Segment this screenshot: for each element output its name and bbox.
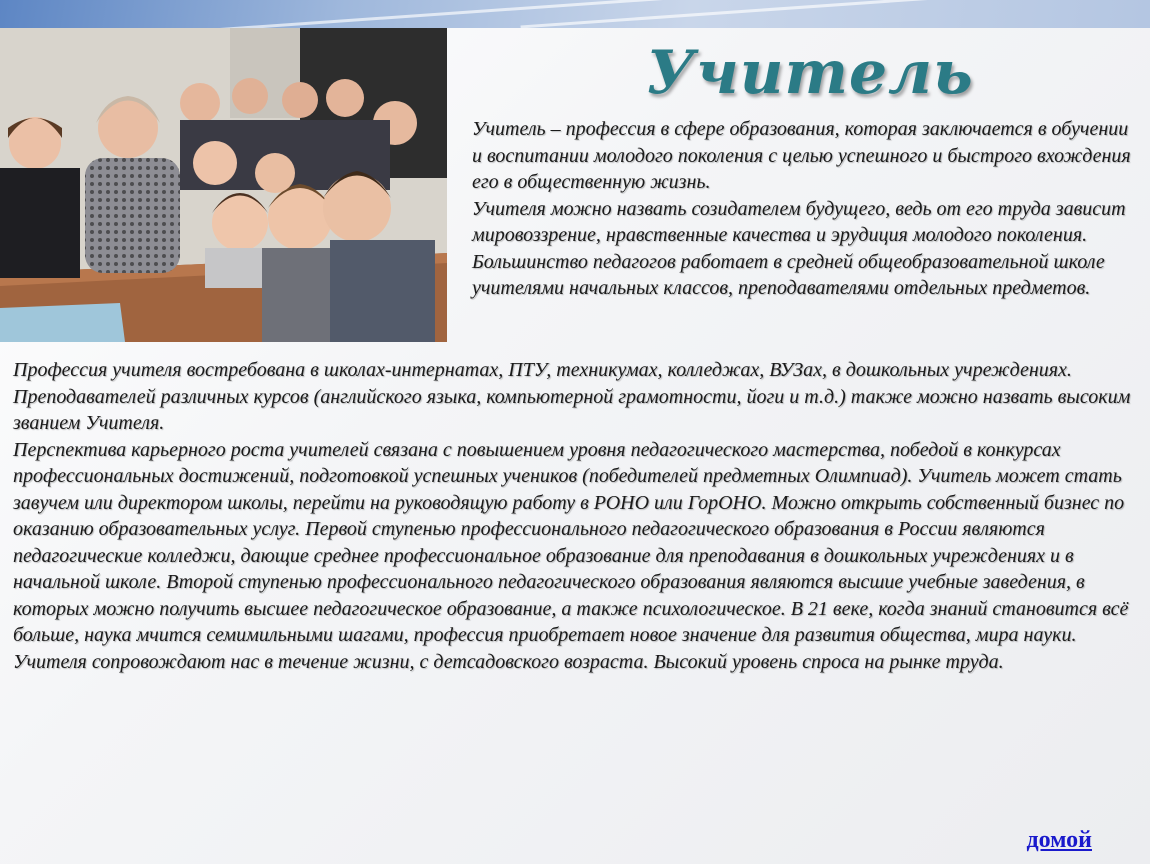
main-paragraph-career: Перспектива карьерного роста учителей связана с повышением уровня педагогического мастерства, победой в конкурсах профессиональных достижений, подготовкой успешных учеников (победителей предметных Олимпиад). Учитель может стать завучем или директором школы, перейти на руководящую работу в РОНО или ГорОНО. Можно открыть собственный бизнес по оказанию образовательных услуг. Первой ступенью профессионального педагогического образования в России являются педагогические колледжи, дающие среднее профессиональное образование для преподавания в дошкольных учреждениях и в начальной школе. Второй ступенью профессионального педагогического образования являются высшие учебные заведения, в которых можно получить высшее педагогическое образование, а также психологическое. В 21 веке, когда знаний становится всё больше, наука мчится семимильными шагами, профессия приобретает новое значение для развития общества, мира науки. Учителя сопровождают нас в течение жизни, с детсадовского возраста. Высокий уровень спроса на рынке труда.: [13, 438, 1129, 673]
slide-title: Учитель: [646, 38, 974, 108]
main-text-block: [13, 357, 1140, 675]
top-decorative-band: [0, 0, 1150, 28]
intro-paragraph-creator: Учителя можно назвать созидателем будущего, ведь от его труда зависит мировоззрение, нравственные качества и эрудиция молодого поколения. Большинство педагогов работает в средней общеобразовательной школе учителями начальных классов, преподавателями отдельных предметов.: [472, 197, 1126, 299]
class-photo: [0, 28, 447, 342]
main-paragraph-demand: Профессия учителя востребована в школах-интернатах, ПТУ, техникумах, колледжах, ВУЗах, в дошкольных учреждениях. Преподавателей различных курсов (английского языка, компьютерной грамотности, йоги и т.д.) также можно назвать высоким званием Учителя.: [13, 359, 1131, 434]
intro-text-block: [472, 116, 1140, 302]
home-link[interactable]: домой: [1026, 827, 1092, 853]
intro-paragraph-definition: Учитель – профессия в сфере образования, которая заключается в обучении и воспитании молодого поколения с целью успешного и быстрого вхождения его в общественную жизнь.: [472, 118, 1131, 193]
class-photo-illustration: [0, 28, 447, 342]
